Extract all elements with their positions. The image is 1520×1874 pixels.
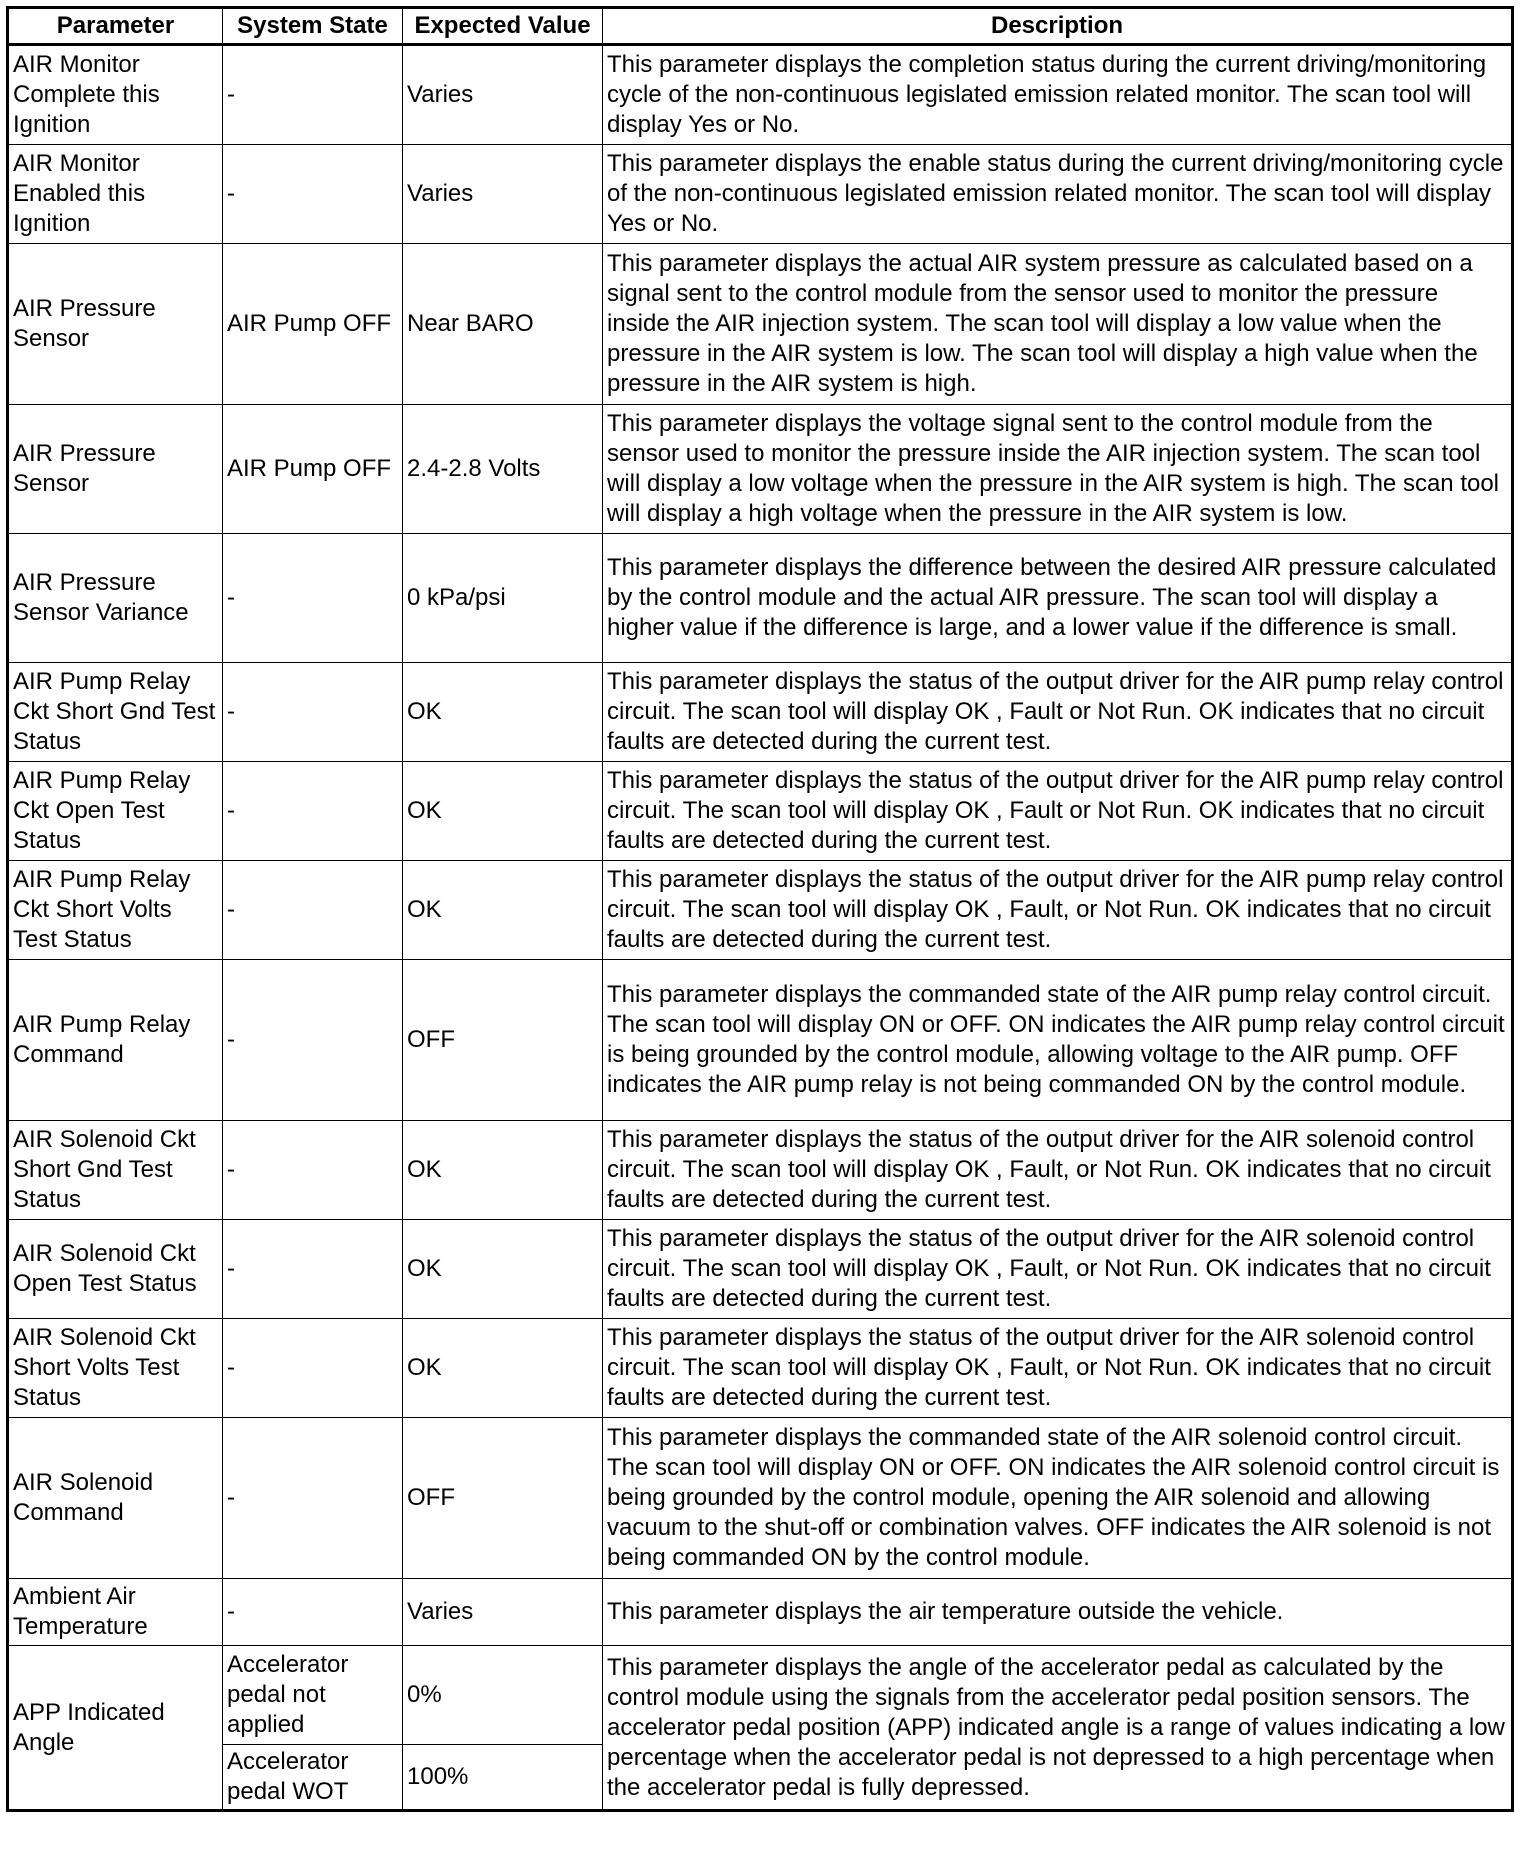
table-row — [8, 1121, 1513, 1220]
expected-value-cell: OK — [403, 762, 603, 861]
description-cell: This parameter displays the status of the output driver for the AIR pump relay control circuit. The scan tool will display OK , Fault, or Not Run. OK indicates that no circuit faults are detected during the current test. — [603, 861, 1513, 960]
table-row — [8, 1646, 1513, 1745]
description-cell: This parameter displays the status of the output driver for the AIR solenoid control circuit. The scan tool will display OK , Fault, or Not Run. OK indicates that no circuit faults are detected during the current test. — [603, 1319, 1513, 1418]
header-expected-value: Expected Value — [403, 8, 603, 45]
table-row — [8, 1418, 1513, 1579]
description-cell: This parameter displays the commanded state of the AIR solenoid control circuit. The scan tool will display ON or OFF. ON indicates the AIR solenoid control circuit is being grounded by the control module, opening the AIR solenoid and allowing vacuum to the shut-off or combination valves. OFF indicates the AIR solenoid is not being commanded ON by the control module. — [603, 1418, 1513, 1579]
parameter-cell: AIR Pump Relay Ckt Short Volts Test Status — [8, 861, 223, 960]
system-state-cell: - — [223, 1220, 403, 1319]
system-state-cell: - — [223, 1121, 403, 1220]
system-state-cell: Accelerator pedal not applied — [223, 1646, 403, 1745]
system-state-cell: AIR Pump OFF — [223, 405, 403, 534]
description-cell: This parameter displays the difference between the desired AIR pressure calculated by the control module and the actual AIR pressure. The scan tool will display a higher value if the difference is large, and a lower value if the difference is small. — [603, 534, 1513, 663]
description-cell: This parameter displays the completion status during the current driving/monitoring cycle of the non-continuous legislated emission related monitor. The scan tool will display Yes or No. — [603, 45, 1513, 145]
table-row — [8, 405, 1513, 534]
system-state-cell: - — [223, 1579, 403, 1646]
expected-value-cell: OK — [403, 663, 603, 762]
table-row — [8, 663, 1513, 762]
description-cell: This parameter displays the actual AIR system pressure as calculated based on a signal sent to the control module from the sensor used to monitor the pressure inside the AIR injection system. The scan tool will display a low value when the pressure in the AIR system is low. The scan tool will display a high value when the pressure in the AIR system is high. — [603, 244, 1513, 405]
parameter-cell: AIR Pump Relay Ckt Short Gnd Test Status — [8, 663, 223, 762]
table-row — [8, 1319, 1513, 1418]
system-state-cell: - — [223, 762, 403, 861]
description-cell: This parameter displays the status of the output driver for the AIR solenoid control circuit. The scan tool will display OK , Fault, or Not Run. OK indicates that no circuit faults are detected during the current test. — [603, 1220, 1513, 1319]
description-cell: This parameter displays the enable status during the current driving/monitoring cycle of the non-continuous legislated emission related monitor. The scan tool will display Yes or No. — [603, 145, 1513, 244]
parameter-cell: AIR Pressure Sensor — [8, 405, 223, 534]
description-cell: This parameter displays the air temperature outside the vehicle. — [603, 1579, 1513, 1646]
description-cell: This parameter displays the status of the output driver for the AIR pump relay control circuit. The scan tool will display OK , Fault or Not Run. OK indicates that no circuit faults are detected during the current test. — [603, 663, 1513, 762]
expected-value-cell: 100% — [403, 1745, 603, 1811]
parameter-cell: AIR Monitor Enabled this Ignition — [8, 145, 223, 244]
system-state-cell: AIR Pump OFF — [223, 244, 403, 405]
expected-value-cell: OFF — [403, 960, 603, 1121]
parameter-cell: AIR Pressure Sensor Variance — [8, 534, 223, 663]
expected-value-cell: Varies — [403, 145, 603, 244]
system-state-cell: - — [223, 45, 403, 145]
table-row — [8, 1579, 1513, 1646]
expected-value-cell: 0% — [403, 1646, 603, 1745]
table-row — [8, 534, 1513, 663]
header-description: Description — [603, 8, 1513, 45]
system-state-cell: - — [223, 1418, 403, 1579]
expected-value-cell: OK — [403, 861, 603, 960]
parameter-cell: AIR Pressure Sensor — [8, 244, 223, 405]
system-state-cell: - — [223, 534, 403, 663]
parameter-cell: AIR Solenoid Ckt Short Volts Test Status — [8, 1319, 223, 1418]
table-row — [8, 145, 1513, 244]
table-row — [8, 960, 1513, 1121]
table-row — [8, 244, 1513, 405]
table-row — [8, 45, 1513, 145]
system-state-cell: Accelerator pedal WOT — [223, 1745, 403, 1811]
description-cell: This parameter displays the commanded state of the AIR pump relay control circuit. The scan tool will display ON or OFF. ON indicates the AIR pump relay control circuit is being grounded by the control module, allowing voltage to the AIR pump. OFF indicates the AIR pump relay is not being commanded ON by the control module. — [603, 960, 1513, 1121]
description-cell: This parameter displays the voltage signal sent to the control module from the sensor used to monitor the pressure inside the AIR injection system. The scan tool will display a low voltage when the pressure in the AIR system is high. The scan tool will display a high voltage when the pressure in the AIR system is low. — [603, 405, 1513, 534]
parameter-table — [6, 6, 1514, 1812]
expected-value-cell: OFF — [403, 1418, 603, 1579]
parameter-cell: AIR Solenoid Ckt Short Gnd Test Status — [8, 1121, 223, 1220]
table-wrapper — [6, 6, 1514, 1812]
parameter-cell: AIR Monitor Complete this Ignition — [8, 45, 223, 145]
system-state-cell: - — [223, 1319, 403, 1418]
description-cell: This parameter displays the status of the output driver for the AIR solenoid control circuit. The scan tool will display OK , Fault, or Not Run. OK indicates that no circuit faults are detected during the current test. — [603, 1121, 1513, 1220]
parameter-cell: APP Indicated Angle — [8, 1646, 223, 1811]
parameter-cell: AIR Solenoid Ckt Open Test Status — [8, 1220, 223, 1319]
parameter-cell: AIR Pump Relay Ckt Open Test Status — [8, 762, 223, 861]
description-cell: This parameter displays the status of the output driver for the AIR pump relay control circuit. The scan tool will display OK , Fault or Not Run. OK indicates that no circuit faults are detected during the current test. — [603, 762, 1513, 861]
parameter-cell: AIR Solenoid Command — [8, 1418, 223, 1579]
expected-value-cell: 0 kPa/psi — [403, 534, 603, 663]
table-row — [8, 1220, 1513, 1319]
system-state-cell: - — [223, 663, 403, 762]
description-cell: This parameter displays the angle of the accelerator pedal as calculated by the control module using the signals from the accelerator pedal position sensors. The accelerator pedal position (APP) indicated angle is a range of values indicating a low percentage when the accelerator pedal is not depressed to a high percentage when the accelerator pedal is fully depressed. — [603, 1646, 1513, 1811]
header-parameter: Parameter — [8, 8, 223, 45]
expected-value-cell: Varies — [403, 45, 603, 145]
table-row — [8, 861, 1513, 960]
header-row — [8, 8, 1513, 45]
expected-value-cell: Near BARO — [403, 244, 603, 405]
expected-value-cell: OK — [403, 1319, 603, 1418]
system-state-cell: - — [223, 861, 403, 960]
expected-value-cell: 2.4-2.8 Volts — [403, 405, 603, 534]
system-state-cell: - — [223, 145, 403, 244]
table-row — [8, 762, 1513, 861]
header-system-state: System State — [223, 8, 403, 45]
expected-value-cell: OK — [403, 1121, 603, 1220]
parameter-cell: AIR Pump Relay Command — [8, 960, 223, 1121]
system-state-cell: - — [223, 960, 403, 1121]
expected-value-cell: OK — [403, 1220, 603, 1319]
expected-value-cell: Varies — [403, 1579, 603, 1646]
parameter-cell: Ambient Air Temperature — [8, 1579, 223, 1646]
